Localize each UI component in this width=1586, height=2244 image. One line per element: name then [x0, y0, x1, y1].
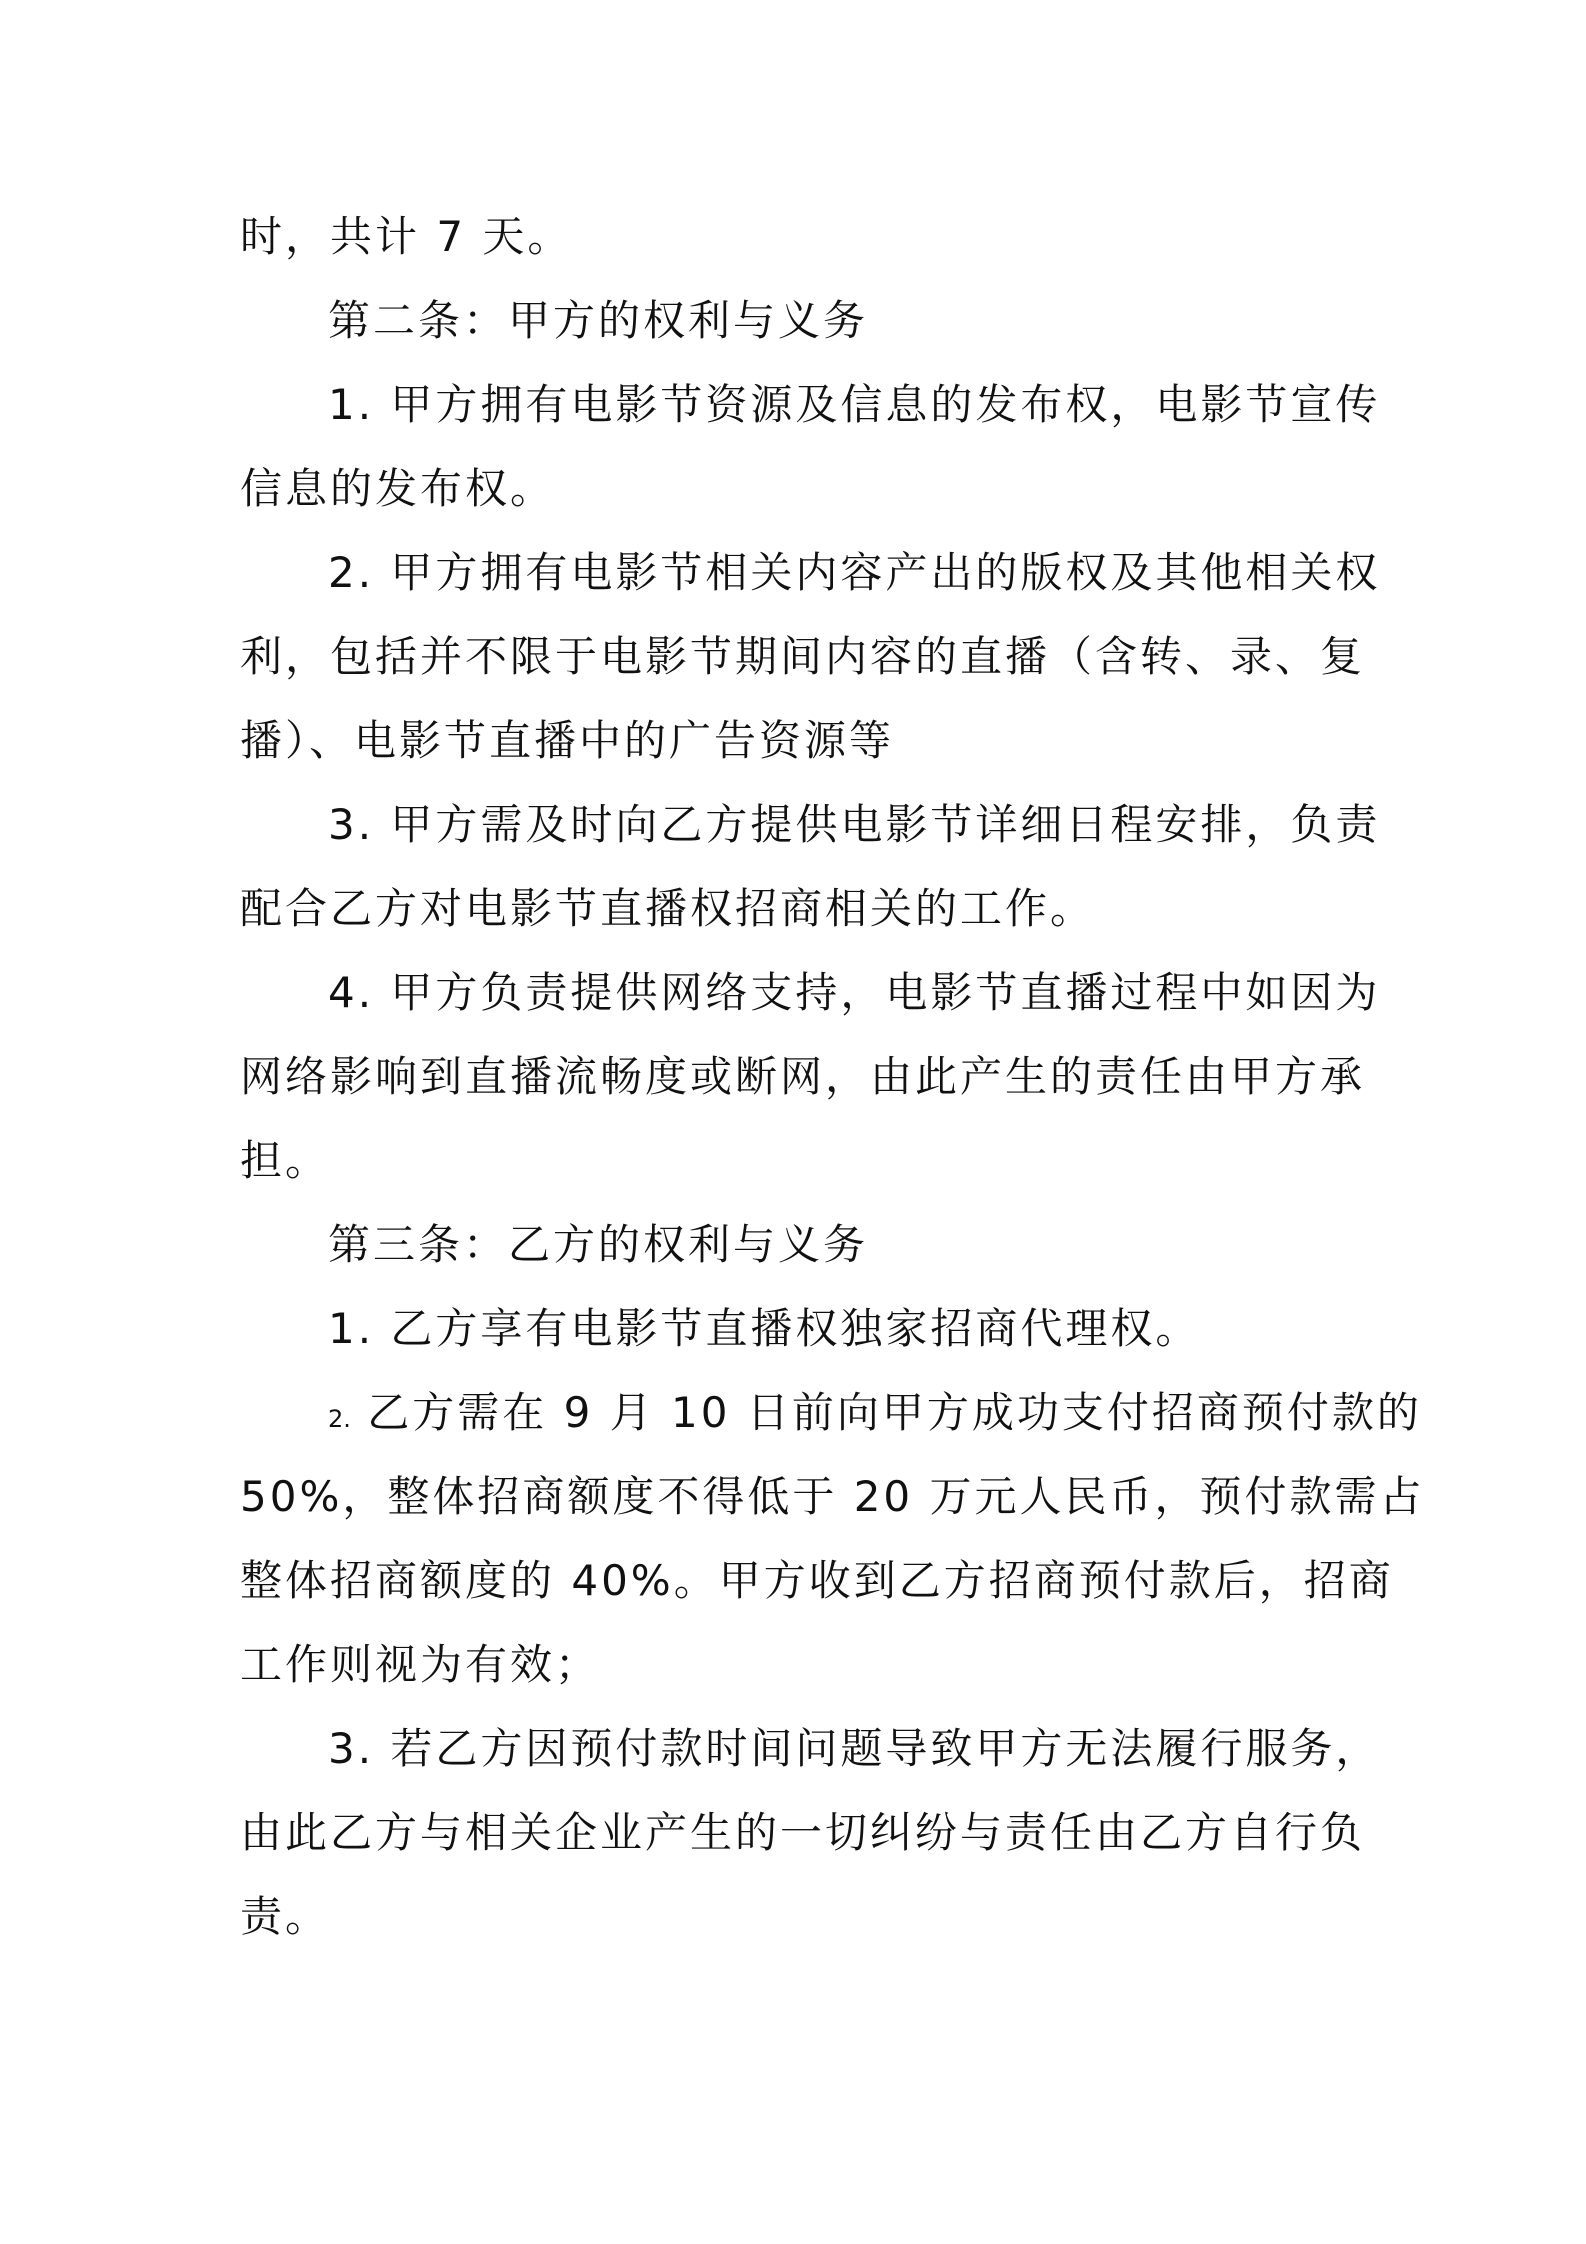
paragraph-line: 由此乙方与相关企业产生的一切纠纷与责任由乙方自行负 — [240, 1808, 1366, 1857]
paragraph-line: 2. 甲方拥有电影节相关内容产出的版权及其他相关权 — [328, 548, 1381, 597]
paragraph-line: 4. 甲方负责提供网络支持，电影节直播过程中如因为 — [328, 968, 1381, 1017]
paragraph-line: 工作则视为有效； — [240, 1640, 601, 1689]
paragraph-line: 信息的发布权。 — [240, 464, 556, 513]
paragraph-line: 担。 — [240, 1136, 331, 1185]
paragraph-line: 50%，整体招商额度不得低于 20 万元人民币，预付款需占 — [240, 1472, 1425, 1521]
paragraph-line: 时，共计 7 天。 — [240, 212, 573, 261]
paragraph-line: 1. 甲方拥有电影节资源及信息的发布权，电影节宣传 — [328, 380, 1381, 429]
paragraph-line: 网络影响到直播流畅度或断网，由此产生的责任由甲方承 — [240, 1052, 1366, 1101]
paragraph-line: 整体招商额度的 40%。甲方收到乙方招商预付款后，招商 — [240, 1556, 1394, 1605]
paragraph-text: 乙方需在 9 月 10 日前向甲方成功支付招商预付款的 — [350, 1388, 1422, 1437]
section-heading-3: 第三条：乙方的权利与义务 — [328, 1220, 869, 1269]
paragraph-line: 1. 乙方享有电影节直播权独家招商代理权。 — [328, 1304, 1201, 1353]
paragraph-line: 配合乙方对电影节直播权招商相关的工作。 — [240, 884, 1096, 933]
paragraph-line: 利，包括并不限于电影节期间内容的直播（含转、录、复 — [240, 632, 1366, 681]
paragraph-line: 3. 若乙方因预付款时间问题导致甲方无法履行服务， — [328, 1724, 1381, 1773]
document-body — [240, 195, 1425, 1959]
section-heading-2: 第二条：甲方的权利与义务 — [328, 296, 869, 345]
paragraph-line: 3. 甲方需及时向乙方提供电影节详细日程安排，负责 — [328, 800, 1381, 849]
paragraph-line — [240, 1371, 1422, 1455]
paragraph-line: 播）、电影节直播中的广告资源等 — [240, 716, 895, 765]
list-number: 2. — [328, 1405, 351, 1433]
paragraph-line: 责。 — [240, 1892, 331, 1941]
